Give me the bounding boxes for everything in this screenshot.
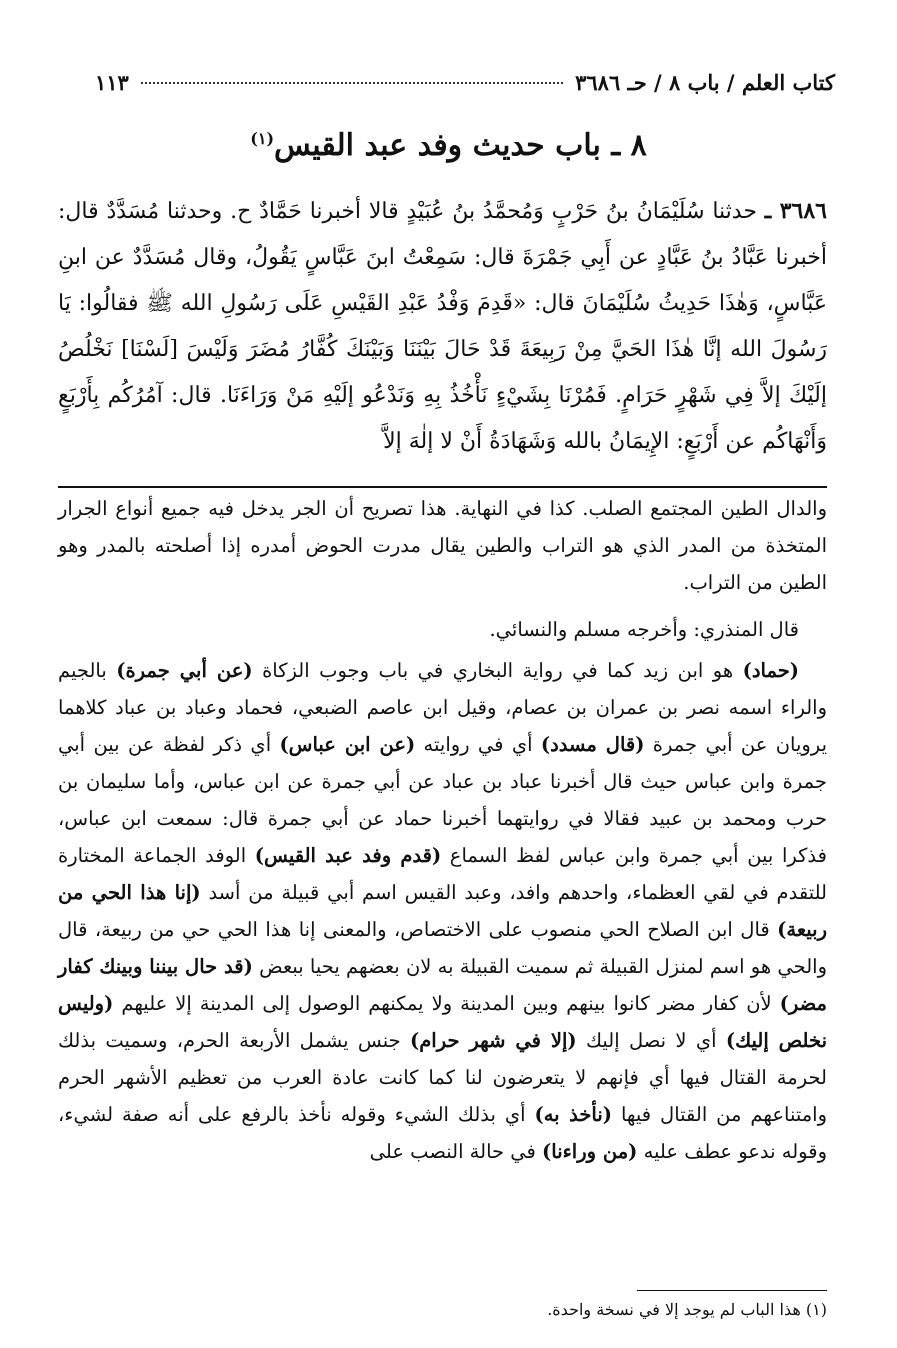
page-number: ١١٣ bbox=[95, 69, 129, 95]
commentary-carryover: والدال الطين المجتمع الصلب. كذا في النهاية. هذا تصريح أن الجر يدخل فيه جميع أنواع الجرار المتخذة من المدر الذي هو التراب والطين يقال مدرت الحوض أمدره إذا أصلحته بالمدر وهو الطين من التراب. bbox=[58, 497, 827, 594]
running-title: كتاب العلم / باب ٨ / حـ ٣٦٨٦ bbox=[575, 69, 835, 95]
commentary-text: جنس يشمل الأربعة الحرم، وسميت بذلك لحرمة القتال فيها أي فإنهم لا يتعرضون لنا كما كانت عادة العرب من تعظيم الأشهر الحرم وامتناعهم من القتال فيها bbox=[58, 1029, 827, 1126]
chapter-footnote-marker: (١) bbox=[250, 129, 275, 148]
commentary-bold-term: (قدم وفد عبد القيس) bbox=[254, 844, 442, 867]
chapter-title bbox=[80, 128, 817, 163]
commentary-main bbox=[58, 652, 827, 1170]
commentary-bold-term: (قال مسدد) bbox=[540, 733, 645, 756]
commentary-text: أي في روايته bbox=[415, 733, 541, 756]
footnote-divider bbox=[637, 1290, 827, 1291]
commentary-text: هو ابن زيد كما في رواية البخاري في باب وجوب الزكاة bbox=[252, 659, 743, 682]
commentary-bold-term: (إنا هذا الحي من ربيعة) bbox=[58, 881, 827, 941]
commentary-text: أي لا نصل إليك bbox=[576, 1029, 726, 1052]
commentary-block bbox=[58, 490, 827, 1170]
commentary-text: الوفد الجماعة المختارة للتقدم في لقي العظماء، واحدهم وافد، وعبد القيس اسم أبي قبيلة من أسد bbox=[58, 844, 827, 904]
commentary-text: قال ابن الصلاح الحي منصوب على الاختصاص، والمعنى إنا هذا الحي حي من ربيعة، قال والحي هو اسم لمنزل القبيلة ثم سميت القبيلة به لان بعضهم يحيا ببعض bbox=[58, 918, 827, 978]
commentary-text: أي ذكر لفظة عن بين أبي جمرة وابن عباس حيث قال أخبرنا عباد بن عباد عن أبي جمرة عن ابن عباس، وأما سليمان بن حرب ومحمد بن عبيد فقالا في روايتهما أخبرنا حماد عن أبي جمرة قال: سمعت ابن عباس، فذكرا بين أبي جمرة وابن عباس لفظ السماع bbox=[58, 733, 827, 867]
commentary-bold-term: (عن أبي جمرة) bbox=[116, 659, 253, 682]
footnote: (١) هذا الباب لم يوجد إلا في نسخة واحدة. bbox=[547, 1300, 827, 1319]
commentary-text: في حالة النصب على bbox=[369, 1140, 543, 1163]
commentary-bold-term: (وليس نخلص إليك) bbox=[58, 992, 828, 1052]
commentary-bold-term: (إلا في شهر حرام) bbox=[409, 1029, 577, 1052]
commentary-text: أي بذلك الشيء وقوله نأخذ بالرفع على أنه صفة لشيء، وقوله ندعو عطف عليه bbox=[58, 1103, 827, 1163]
hadith-text-block bbox=[58, 188, 827, 465]
section-divider bbox=[58, 486, 827, 488]
commentary-bold-term: (قد حال بيننا وبينك كفار مضر) bbox=[58, 955, 827, 1015]
hadith-body: حدثنا سُلَيْمَانُ بنُ حَرْبٍ وَمُحمَّدُ بنُ عُبَيْدٍ قالا أخبرنا حَمَّادٌ ح. وحدثنا مُسَدَّدٌ قال: أخبرنا عَبَّادُ بنُ عَبَّادٍ عن أَبِي جَمْرَةَ قال: سَمِعْتُ ابنَ عَبَّاسٍ يَقُولُ، وقال مُسَدَّدٌ عن ابنِ عَبَّاسٍ، وَهٰذَا حَدِيثُ سُلَيْمَانَ قال: «قَدِمَ وَفْدُ عَبْدِ القَيْسِ عَلَى رَسُولِ الله ﷺ فقالُوا: يَا رَسُولَ الله إنَّا هٰذَا الحَيَّ مِنْ رَبِيعَةَ قَدْ حَالَ بَيْنَنَا وَبَيْنَكَ كُفَّارُ مُضَرَ وَلَيْسَ [لَسْنَا] نَخْلُصُ إلَيْكَ إلاَّ فِي شَهْرٍ حَرَامٍ. فَمُرْنَا بِشَيْءٍ نَأْخُذُ بِهِ وَنَدْعُو إلَيْهِ مَنْ وَرَاءَنَا. قال: آمُرُكُم بِأَرْبَعٍ وَأَنْهَاكُم عن أَرْبَعٍ: الإِيمَانُ بالله وَشَهَادَةُ أَنْ لا إلٰهَ إلاَّ bbox=[58, 199, 827, 454]
hadith-number: ٣٦٨٦ ـ bbox=[764, 198, 827, 224]
running-head bbox=[95, 62, 835, 102]
chapter-title-text: ٨ ـ باب حديث وفد عبد القيس bbox=[274, 128, 647, 163]
commentary-bold-term: (نأخذ به) bbox=[534, 1103, 613, 1126]
commentary-bold-term: (عن ابن عباس) bbox=[279, 733, 416, 756]
commentary-text: بالجيم والراء اسمه نصر بن عمران بن عصام، وقيل ابن عاصم الضبعي، فحماد وعباد بن عباد كلاهما يرويان عن أبي جمرة bbox=[58, 659, 827, 756]
commentary-bold-term: (حماد) bbox=[742, 659, 799, 682]
dotted-leader bbox=[141, 80, 563, 84]
mundhiri-note: قال المنذري: وأخرجه مسلم والنسائي. bbox=[489, 618, 799, 641]
commentary-bold-term: (من وراءنا) bbox=[542, 1140, 638, 1163]
commentary-text: لأن كفار مضر كانوا بينهم وبين المدينة ولا يمكنهم الوصول إلى المدينة إلا عليهم bbox=[113, 992, 780, 1015]
